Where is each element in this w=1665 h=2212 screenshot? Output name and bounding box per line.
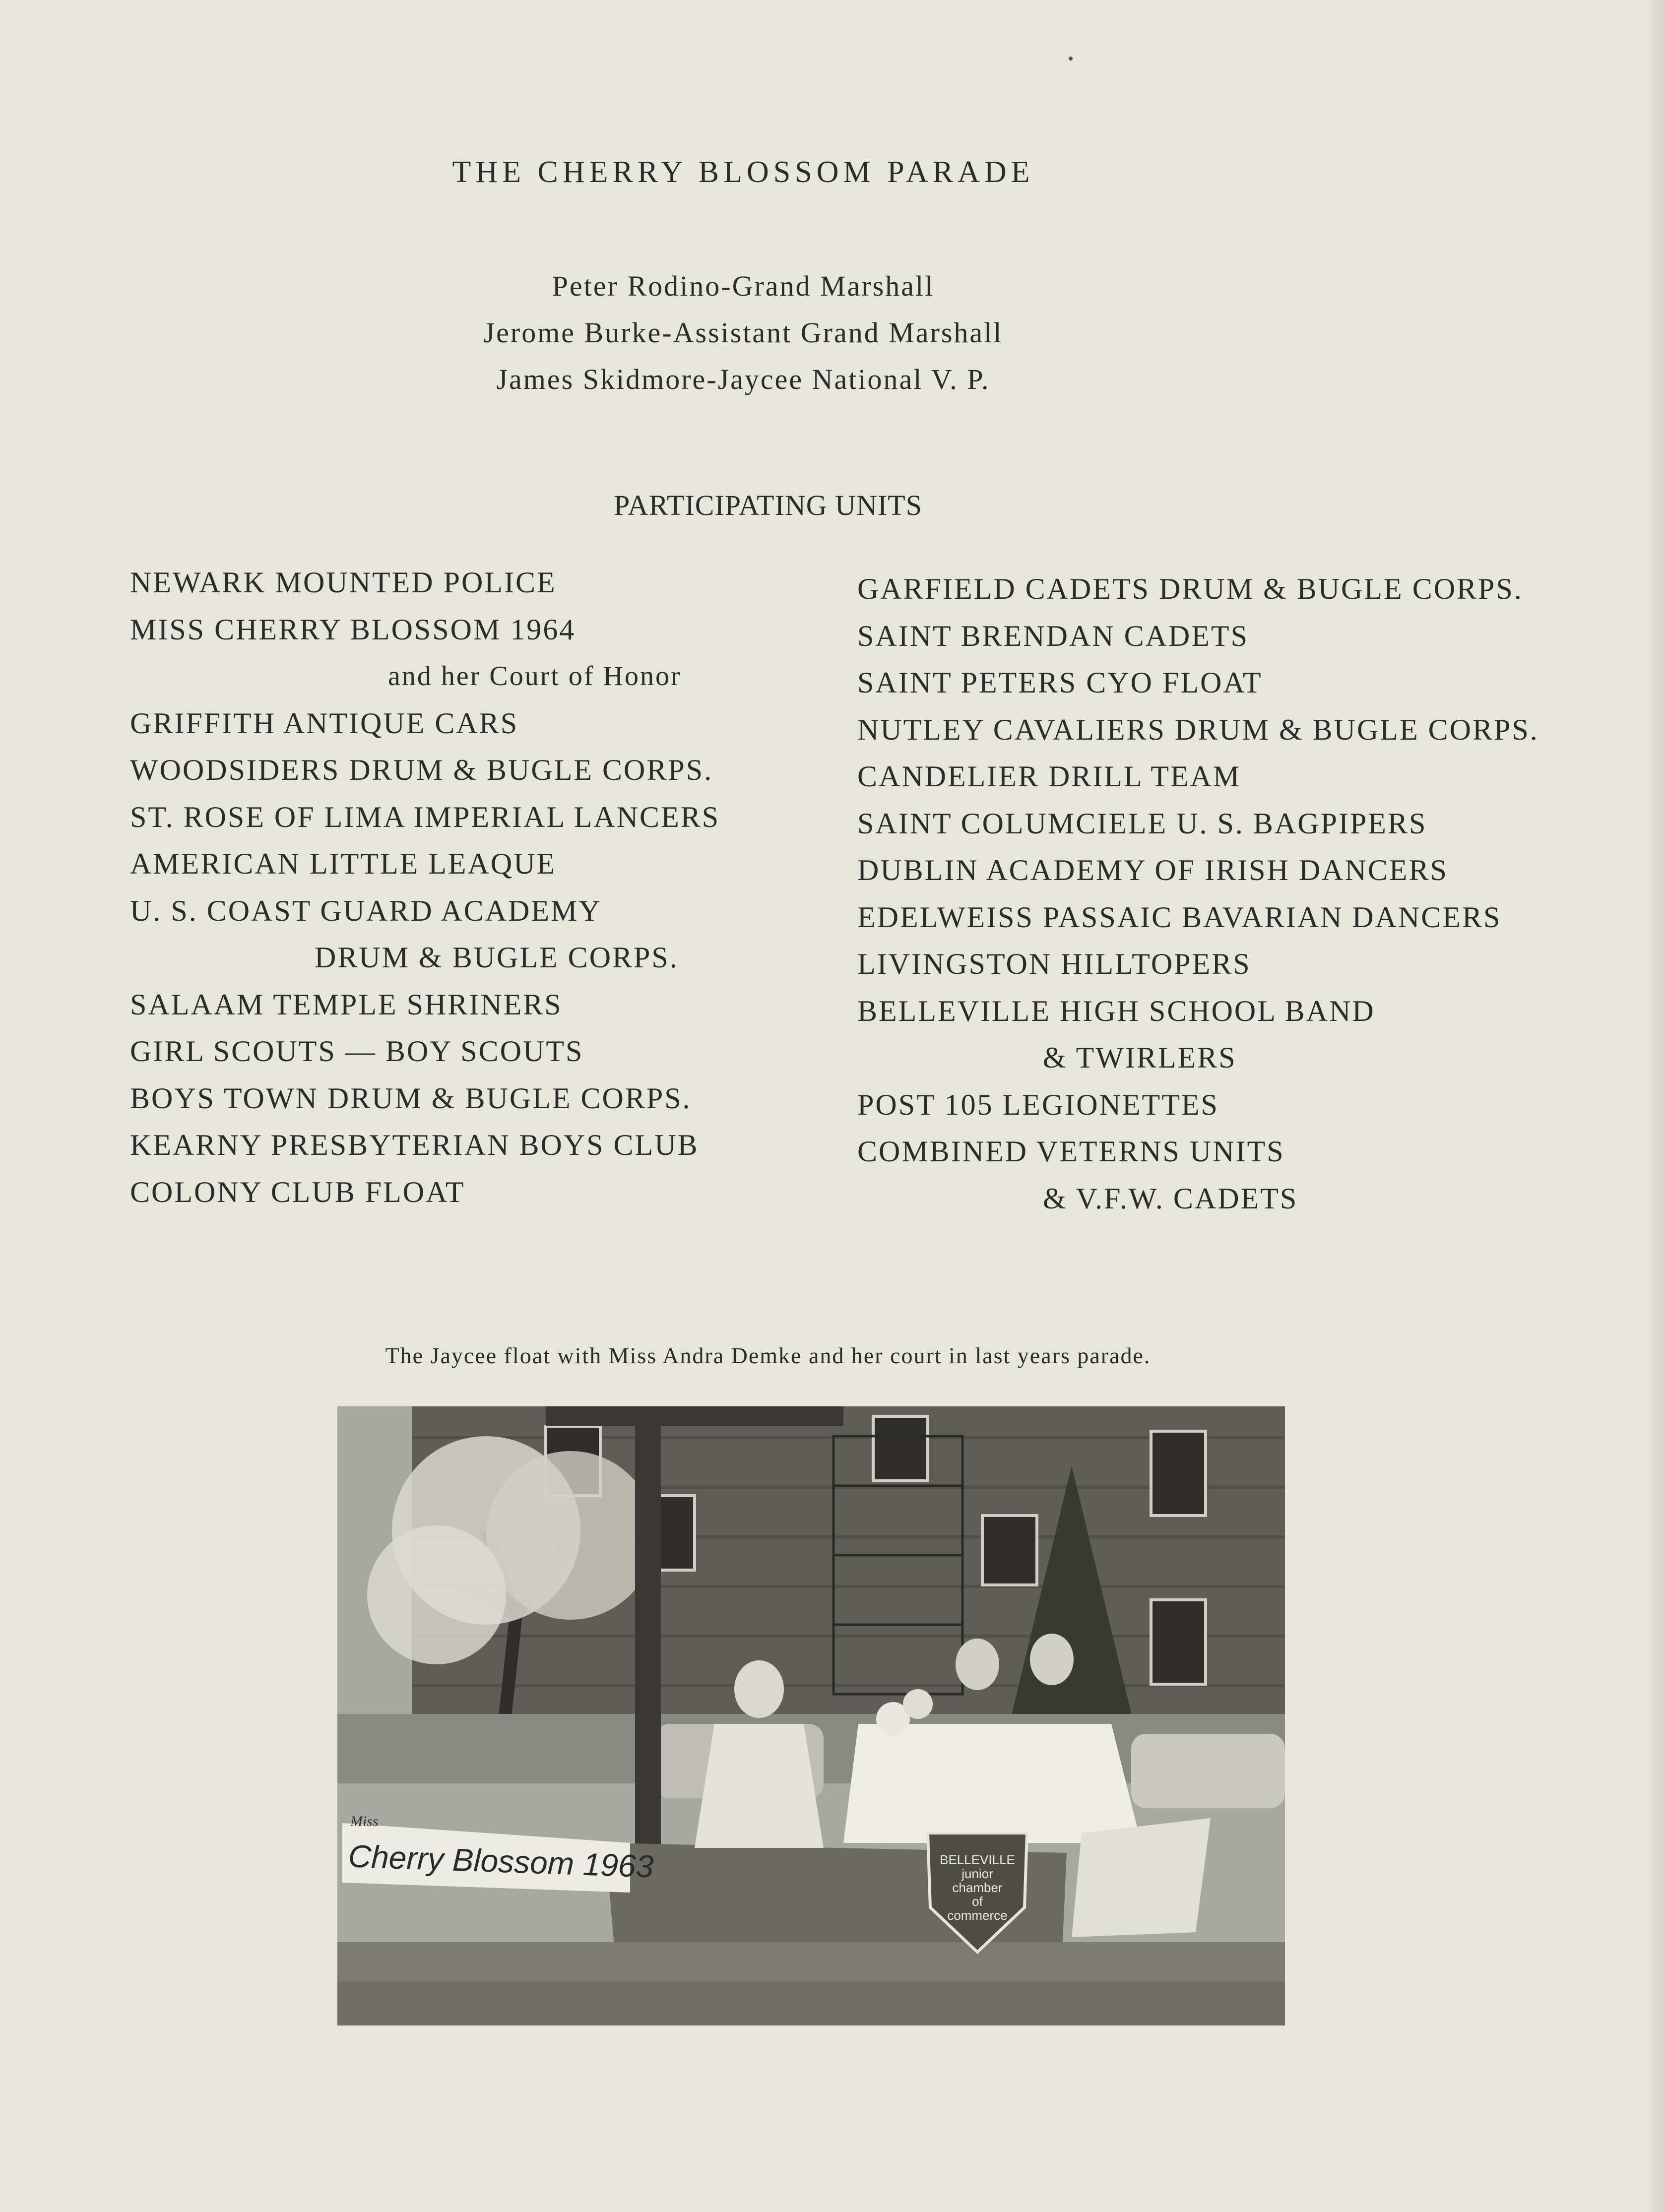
unit-item: SAINT COLUMCIELE U. S. BAGPIPERS xyxy=(857,807,1427,840)
unit-item: BOYS TOWN DRUM & BUGLE CORPS. xyxy=(130,1081,692,1115)
shield-line: commerce xyxy=(947,1908,1008,1923)
unit-item-continuation: & TWIRLERS xyxy=(1043,1041,1237,1074)
banner-miss-text: Miss xyxy=(350,1813,379,1830)
unit-item-continuation: DRUM & BUGLE CORPS. xyxy=(315,941,679,974)
paper-speck xyxy=(1069,57,1073,61)
unit-item: AMERICAN LITTLE LEAQUE xyxy=(130,847,557,880)
unit-item: EDELWEISS PASSAIC BAVARIAN DANCERS xyxy=(857,900,1502,934)
shield-line: chamber xyxy=(952,1880,1003,1895)
unit-item: SALAAM TEMPLE SHRINERS xyxy=(130,988,563,1021)
units-heading: PARTICIPATING UNITS xyxy=(614,489,922,521)
unit-item-continuation: & V.F.W. CADETS xyxy=(1043,1182,1298,1215)
unit-item: MISS CHERRY BLOSSOM 1964 xyxy=(130,613,576,646)
photo-caption: The Jaycee float with Miss Andra Demke and her court in last years parade. xyxy=(385,1343,1151,1368)
jaycee-shield-text xyxy=(930,1853,1025,1922)
unit-item: CANDELIER DRILL TEAM xyxy=(857,760,1241,793)
unit-item-continuation: and her Court of Honor xyxy=(388,661,682,692)
shield-line: of xyxy=(972,1894,983,1909)
unit-item: NUTLEY CAVALIERS DRUM & BUGLE CORPS. xyxy=(857,713,1539,746)
parade-float-illustration xyxy=(337,1406,1285,2025)
unit-item: LIVINGSTON HILLTOPERS xyxy=(857,948,1251,980)
float-banner-text: Cherry Blossom 1963 xyxy=(347,1838,654,1885)
unit-item: GIRL SCOUTS — BOY SCOUTS xyxy=(130,1035,584,1068)
unit-item: COMBINED VETERNS UNITS xyxy=(857,1135,1285,1168)
official-assistant-grand-marshall: Jerome Burke-Assistant Grand Marshall xyxy=(483,316,1003,349)
unit-item: KEARNY PRESBYTERIAN BOYS CLUB xyxy=(130,1129,699,1161)
unit-item: U. S. COAST GUARD ACADEMY xyxy=(130,894,602,927)
page-title: THE CHERRY BLOSSOM PARADE xyxy=(452,155,1034,189)
unit-item: GARFIELD CADETS DRUM & BUGLE CORPS. xyxy=(857,572,1523,605)
official-national-vp: James Skidmore-Jaycee National V. P. xyxy=(496,363,990,395)
unit-item: BELLEVILLE HIGH SCHOOL BAND xyxy=(857,994,1375,1027)
right-units-column xyxy=(857,566,1601,1222)
parade-float-photo xyxy=(337,1406,1285,2025)
unit-item: GRIFFITH ANTIQUE CARS xyxy=(130,706,519,740)
unit-item: DUBLIN ACADEMY OF IRISH DANCERS xyxy=(857,854,1448,886)
officials-list xyxy=(0,263,1576,403)
shield-line: junior xyxy=(961,1866,993,1881)
unit-item: ST. ROSE OF LIMA IMPERIAL LANCERS xyxy=(130,800,720,833)
shield-line: BELLEVILLE xyxy=(940,1852,1015,1867)
unit-item: WOODSIDERS DRUM & BUGLE CORPS. xyxy=(130,754,713,786)
unit-item: NEWARK MOUNTED POLICE xyxy=(130,566,557,599)
paper-edge-shadow xyxy=(1645,0,1665,2212)
unit-item: SAINT PETERS CYO FLOAT xyxy=(857,666,1263,699)
official-grand-marshall: Peter Rodino-Grand Marshall xyxy=(552,270,935,302)
unit-item: POST 105 LEGIONETTES xyxy=(857,1088,1219,1121)
left-units-column xyxy=(130,559,825,1215)
unit-item: SAINT BRENDAN CADETS xyxy=(857,619,1249,652)
unit-item: COLONY CLUB FLOAT xyxy=(130,1175,465,1208)
